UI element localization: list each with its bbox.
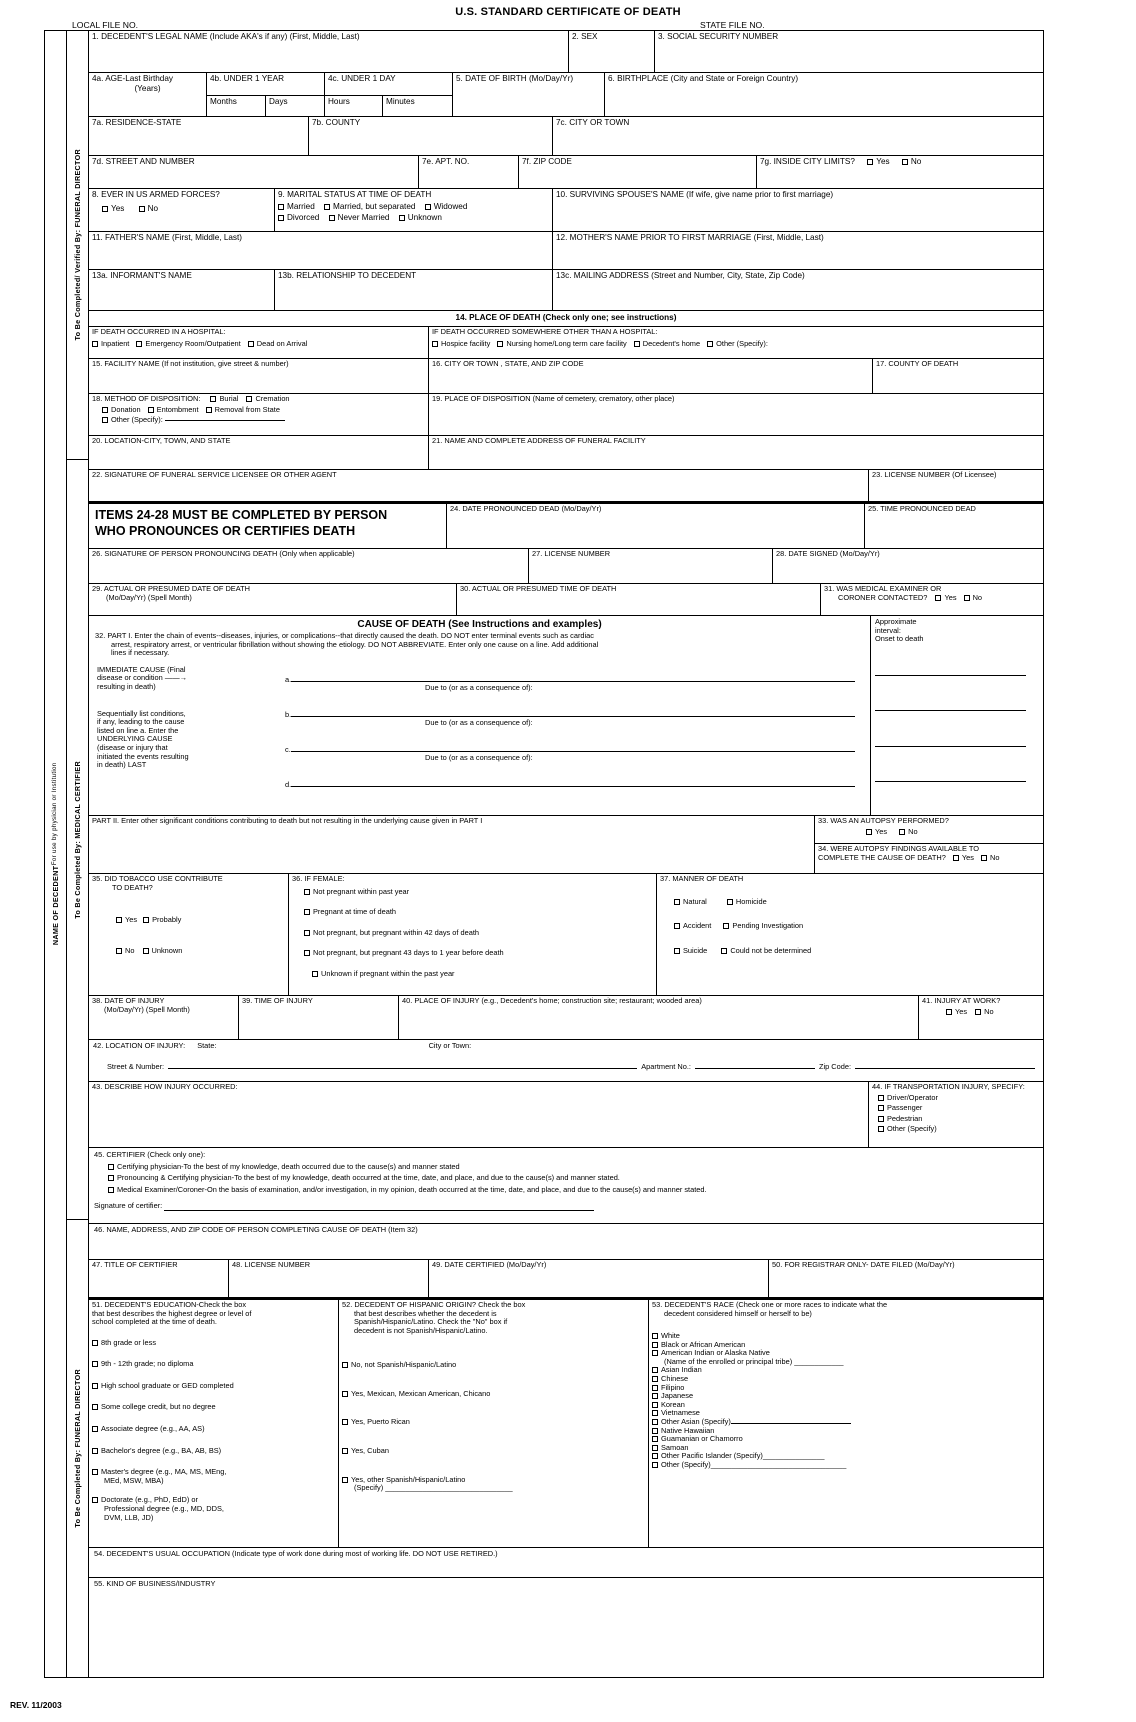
checkbox-race-chinese[interactable] <box>652 1376 658 1382</box>
checkbox-findings-yes[interactable] <box>953 855 959 861</box>
spine-name-of-decedent-label: NAME OF DECEDENT <box>51 866 60 946</box>
field-hispanic-origin[interactable]: 52. DECEDENT OF HISPANIC ORIGIN? Check the box that best describes whether the decedent is Spanish/Hispanic/Latino. Check the "No" box if decedent is not Spanish/Hispanic/Latino. No, not Spanish/Hispanic/Latino Yes, Mexican, Mexican American, Chicano Yes, Puerto Rican Yes, Cuban Yes, other Spanish/Hispanic/Latino (Specify) _______________________________ <box>339 1300 649 1547</box>
state-file-no-label: STATE FILE NO. <box>700 20 765 30</box>
checkbox-hispanic-other[interactable] <box>342 1477 348 1483</box>
row-name-sex-ssn <box>89 31 1043 73</box>
checkbox-manner-natural[interactable] <box>674 899 680 905</box>
input-signature-of-certifier[interactable] <box>164 1210 594 1211</box>
spine-name-of-decedent <box>45 31 67 1677</box>
checkbox-inside-city-no[interactable] <box>902 159 908 165</box>
spine-funeral-director-bottom-label: To Be Completed By: FUNERAL DIRECTOR <box>73 1369 82 1528</box>
field-funeral-license-number[interactable]: 23. LICENSE NUMBER (Of Licensee) <box>872 470 997 479</box>
checkbox-race-vietnamese[interactable] <box>652 1410 658 1416</box>
checkbox-burial[interactable] <box>210 396 216 402</box>
checkbox-edu-some-college[interactable] <box>92 1404 98 1410</box>
field-date-pronounced-dead[interactable]: 24. DATE PRONOUNCED DEAD (Mo/Day/Yr) <box>447 504 865 548</box>
field-sex[interactable]: 2. SEX <box>569 31 655 72</box>
field-place-of-disposition[interactable]: 19. PLACE OF DISPOSITION (Name of cemetery, crematory, other place) <box>432 394 675 403</box>
checkbox-tobacco-unknown[interactable] <box>143 948 149 954</box>
field-date-of-injury[interactable]: 38. DATE OF INJURY (Mo/Day/Yr) (Spell Month) <box>89 996 239 1039</box>
checkbox-hispanic-mexican[interactable] <box>342 1391 348 1397</box>
field-under1d-minutes[interactable]: Minutes <box>386 97 415 106</box>
field-under1y-months[interactable]: Months <box>207 96 266 116</box>
checkbox-place-other[interactable] <box>707 341 713 347</box>
checkbox-armed-forces-no[interactable] <box>139 206 145 212</box>
field-residence-county[interactable]: 7b. COUNTY <box>309 117 553 155</box>
row-place-of-death-options <box>89 327 1043 359</box>
field-decedent-education[interactable]: 51. DECEDENT'S EDUCATION-Check the box that best describes the highest degree or level of school completed at the time of death. 8th grade or less 9th - 12th grade; no diploma High school graduate or GED completed Some college credit, but no degree Associate degree (e.g., AA, AS) Bachelor's degree (e.g., BA, AB, BS) Master's degree (e.g., MA, MS, MEng, MEd, MSW, MBA) Doctorate (e.g., PhD, EdD) or Professional degree (e.g., MD, DDS, DVM, LLB, JD) <box>89 1300 339 1547</box>
field-date-signed[interactable]: 28. DATE SIGNED (Mo/Day/Yr) <box>776 549 880 558</box>
checkbox-edu-masters[interactable] <box>92 1469 98 1475</box>
checkbox-autopsy-yes[interactable] <box>866 829 872 835</box>
row-funeral-signature <box>89 470 1043 502</box>
field-tobacco-contribute[interactable]: 35. DID TOBACCO USE CONTRIBUTE TO DEATH? Yes Probably No Unknown <box>89 874 289 995</box>
field-time-of-injury[interactable]: 39. TIME OF INJURY <box>239 996 399 1039</box>
label-due-to-b: Due to (or as a consequence of): <box>425 718 533 728</box>
checkbox-driver-operator[interactable] <box>878 1095 884 1101</box>
field-informant-relationship[interactable]: 13b. RELATIONSHIP TO DECEDENT <box>275 270 553 310</box>
checkbox-certifying-physician[interactable] <box>108 1164 114 1170</box>
checkbox-edu-hs-grad-ged[interactable] <box>92 1383 98 1389</box>
label-injury-zip: Zip Code: <box>818 1061 851 1071</box>
checkbox-edu-doctorate[interactable] <box>92 1497 98 1503</box>
checkbox-race-black[interactable] <box>652 1342 658 1348</box>
checkbox-tobacco-yes[interactable] <box>116 917 122 923</box>
checkbox-married[interactable] <box>278 204 284 210</box>
field-transportation-injury[interactable]: 44. IF TRANSPORTATION INJURY, SPECIFY: Driver/Operator Passenger Pedestrian Other (Specify) <box>872 1082 1025 1134</box>
field-describe-injury[interactable]: 43. DESCRIBE HOW INJURY OCCURRED: <box>89 1082 869 1147</box>
row-place-of-death-title <box>89 311 1043 327</box>
checkbox-dead-on-arrival[interactable] <box>248 341 254 347</box>
input-injury-street[interactable] <box>168 1068 637 1069</box>
checkbox-pregnant-43-days-1-year[interactable] <box>304 950 310 956</box>
checkbox-me-contacted-yes[interactable] <box>935 595 941 601</box>
checkbox-race-japanese[interactable] <box>652 1393 658 1399</box>
field-residence-city[interactable]: 7c. CITY OR TOWN <box>556 118 630 127</box>
checkbox-medical-examiner-coroner[interactable] <box>108 1187 114 1193</box>
checkbox-manner-homicide[interactable] <box>727 899 733 905</box>
checkbox-married-separated[interactable] <box>324 204 330 210</box>
section-cause-of-death <box>89 616 871 815</box>
checkbox-edu-9-12-no-diploma[interactable] <box>92 1361 98 1367</box>
cod-line-a[interactable]: a. Due to (or as a consequence of): <box>285 676 855 693</box>
checkbox-removal-from-state[interactable] <box>206 407 212 413</box>
field-decedent-race[interactable]: 53. DECEDENT'S RACE (Check one or more races to indicate what the decedent considered himself or herself to be) White Black or African American American Indian or Alaska Native (Name of the enrolled or principal tribe) ____________ Asian Indian Chinese Filipino Japanese Korean Vietnamese Other Asian (Specify) Native Hawaiian Guamanian or Chamorro Samoan Other Pacific Islander (Specify)_______________ Other (Specify)_________________________________ <box>649 1300 1043 1547</box>
checkbox-divorced[interactable] <box>278 215 284 221</box>
field-death-city-state-zip[interactable]: 16. CITY OR TOWN , STATE, AND ZIP CODE <box>429 359 873 393</box>
input-interval-b[interactable] <box>875 710 1026 711</box>
field-location-of-injury[interactable]: 42. LOCATION OF INJURY: State: City or Town: Street & Number: Apartment No.: Zip Code: <box>89 1040 1043 1073</box>
checkbox-hispanic-no[interactable] <box>342 1362 348 1368</box>
field-ssn[interactable]: 3. SOCIAL SECURITY NUMBER <box>658 32 779 41</box>
checkbox-transport-other[interactable] <box>878 1126 884 1132</box>
row-kind-of-business <box>89 1578 1043 1612</box>
checkbox-autopsy-no[interactable] <box>899 829 905 835</box>
field-autopsy-findings-available[interactable]: 34. WERE AUTOPSY FINDINGS AVAILABLE TO COMPLETE THE CAUSE OF DEATH? Yes No <box>818 844 1000 862</box>
revision-label: REV. 11/2003 <box>10 1700 62 1710</box>
field-funeral-facility-address[interactable]: 21. NAME AND COMPLETE ADDRESS OF FUNERAL FACILITY <box>432 436 646 445</box>
row-actual-death-datetime <box>89 584 1043 616</box>
input-interval-d[interactable] <box>875 781 1026 782</box>
label-injury-apt: Apartment No.: <box>641 1061 691 1071</box>
field-person-completing-cod[interactable]: 46. NAME, ADDRESS, AND ZIP CODE OF PERSON COMPLETING CAUSE OF DEATH (Item 32) <box>94 1225 418 1234</box>
checkbox-race-guamanian[interactable] <box>652 1436 658 1442</box>
checkbox-cremation[interactable] <box>246 396 252 402</box>
field-actual-date-of-death[interactable]: 29. ACTUAL OR PRESUMED DATE OF DEATH (Mo/Day/Yr) (Spell Month) <box>89 584 457 615</box>
field-date-of-birth[interactable]: 5. DATE OF BIRTH (Mo/Day/Yr) <box>453 73 605 116</box>
checkbox-edu-8th-or-less[interactable] <box>92 1340 98 1346</box>
label-due-to-a: Due to (or as a consequence of): <box>425 683 533 693</box>
row-parents-names <box>89 232 1043 270</box>
page-title: U.S. STANDARD CERTIFICATE OF DEATH <box>455 6 681 18</box>
row-person-completing-cod <box>89 1224 1043 1260</box>
row-injury-date-place <box>89 996 1043 1040</box>
cod-line-c[interactable]: c. Due to (or as a consequence of): <box>285 746 855 763</box>
form-body <box>89 31 1043 1677</box>
checkbox-race-native-hawaiian[interactable] <box>652 1428 658 1434</box>
input-injury-zip[interactable] <box>855 1068 1035 1069</box>
checkbox-hispanic-puerto-rican[interactable] <box>342 1419 348 1425</box>
checkbox-entombment[interactable] <box>148 407 154 413</box>
field-registrar-date-filed[interactable]: 50. FOR REGISTRAR ONLY- DATE FILED (Mo/Day/Yr) <box>772 1260 955 1269</box>
row-facility <box>89 359 1043 394</box>
row-location-funeral-facility <box>89 436 1043 470</box>
label-injury-street: Street & Number: <box>107 1061 165 1071</box>
checkbox-hospice[interactable] <box>432 341 438 347</box>
row-injury-description <box>89 1082 1043 1148</box>
input-interval-c[interactable] <box>875 746 1026 747</box>
input-cod-d[interactable] <box>291 786 855 787</box>
field-autopsy-group <box>815 816 1043 873</box>
local-file-no-label: LOCAL FILE NO. <box>72 20 139 30</box>
field-under-1-year[interactable]: 4b. UNDER 1 YEAR Months Days <box>207 73 325 116</box>
field-birthplace[interactable]: 6. BIRTHPLACE (City and State or Foreign Country) <box>608 74 799 83</box>
field-zip-code[interactable]: 7f. ZIP CODE <box>519 156 757 188</box>
field-manner-of-death[interactable]: 37. MANNER OF DEATH Natural Homicide Accident Pending Investigation Suicide Could not be determined <box>660 874 812 955</box>
field-pronouncing-signature[interactable]: 26. SIGNATURE OF PERSON PRONOUNCING DEATH (Only when applicable) <box>89 549 529 583</box>
row-education-origin-race <box>89 1298 1043 1548</box>
row-items-24-28-banner <box>89 502 1043 549</box>
checkbox-pedestrian[interactable] <box>878 1116 884 1122</box>
field-apt-no[interactable]: 7e. APT. NO. <box>419 156 519 188</box>
field-inside-city-limits[interactable]: 7g. INSIDE CITY LIMITS? Yes No <box>760 157 922 166</box>
checkbox-race-other-asian[interactable] <box>652 1419 658 1425</box>
field-marital-status[interactable]: 9. MARITAL STATUS AT TIME OF DEATH Married Married, but separated Widowed Divorced Never Married Unknown <box>275 189 553 231</box>
field-under-1-day[interactable]: 4c. UNDER 1 DAY Hours Minutes <box>325 73 453 116</box>
input-injury-apt[interactable] <box>695 1068 815 1069</box>
field-decedent-legal-name[interactable]: 1. DECEDENT'S LEGAL NAME (Include AKA's if any) (First, Middle, Last) <box>89 31 569 72</box>
label-injury-city: City or Town: <box>428 1041 472 1050</box>
row-armed-forces-marital-spouse <box>89 189 1043 232</box>
checkbox-race-filipino[interactable] <box>652 1385 658 1391</box>
field-part2-other-conditions[interactable]: PART II. Enter other significant conditions contributing to death but not resulting in the underlying cause given in PART I <box>89 816 815 873</box>
field-time-pronounced-dead[interactable]: 25. TIME PRONOUNCED DEAD <box>868 504 976 513</box>
field-method-of-disposition[interactable]: 18. METHOD OF DISPOSITION: Burial Cremation Donation Entombment Removal from State Other (Specify): <box>89 394 429 435</box>
label-injury-state: State: <box>197 1041 217 1050</box>
field-kind-of-business[interactable]: 55. KIND OF BUSINESS/INDUSTRY <box>94 1579 216 1588</box>
checkbox-armed-forces-yes[interactable] <box>102 206 108 212</box>
checkbox-findings-no[interactable] <box>981 855 987 861</box>
checkbox-manner-undetermined[interactable] <box>721 948 727 954</box>
field-age-last-birthday[interactable]: 4a. AGE-Last Birthday (Years) <box>89 73 207 116</box>
field-if-female-pregnancy[interactable]: 36. IF FEMALE: Not pregnant within past year Pregnant at time of death Not pregnant, but pregnant within 42 days of death Not pregnant, but pregnant 43 days to 1 year before death Unknown if pregnant within the past year <box>289 874 657 995</box>
field-informant-name[interactable]: 13a. INFORMANT'S NAME <box>89 270 275 310</box>
checkbox-emergency-room[interactable] <box>136 341 142 347</box>
field-funeral-licensee-signature[interactable]: 22. SIGNATURE OF FUNERAL SERVICE LICENSEE OR OTHER AGENT <box>89 470 869 501</box>
input-disposition-other[interactable] <box>165 420 285 421</box>
label-sequential-conditions: Sequentially list conditions, if any, leading to the cause listed on line a. Enter the UNDERLYING CAUSE (disease or injury that initiated the events resulting in death) LAST <box>97 708 189 770</box>
checkbox-not-pregnant-past-year[interactable] <box>304 889 310 895</box>
spine-medical-certifier <box>67 459 89 1219</box>
field-ever-in-armed-forces[interactable]: 8. EVER IN US ARMED FORCES? Yes No <box>89 189 275 231</box>
field-age-years-note: (Years) <box>134 83 161 93</box>
field-autopsy-performed[interactable]: 33. WAS AN AUTOPSY PERFORMED? Yes No <box>815 816 1043 844</box>
field-under1y-days[interactable]: Days <box>269 97 288 106</box>
field-certifier-license-number[interactable]: 48. LICENSE NUMBER <box>229 1260 429 1297</box>
field-place-of-death-title: 14. PLACE OF DEATH (Check only one; see instructions) <box>455 313 677 322</box>
field-date-certified[interactable]: 49. DATE CERTIFIED (Mo/Day/Yr) <box>429 1260 769 1297</box>
checkbox-donation[interactable] <box>102 407 108 413</box>
row-residence <box>89 117 1043 156</box>
input-tribe-name[interactable]: (Name of the enrolled or principal tribe) ____________ <box>664 1356 844 1366</box>
spine-name-of-decedent-sub: For use by physician or Institution <box>51 762 58 866</box>
row-age-dob-birthplace <box>89 73 1043 117</box>
field-facility-name[interactable]: 15. FACILITY NAME (If not institution, give street & number) <box>89 359 429 393</box>
input-hispanic-other-specify[interactable]: (Specify) _______________________________ <box>354 1483 513 1493</box>
checkbox-inpatient[interactable] <box>92 341 98 347</box>
cause-of-death-title: CAUSE OF DEATH (See Instructions and examples) <box>357 619 602 630</box>
row-disposition <box>89 394 1043 436</box>
row-cause-of-death <box>89 616 1043 816</box>
spine-medical-certifier-label: To Be Completed By: MEDICAL CERTIFIER <box>73 760 82 919</box>
spine-funeral-director-top-label: To Be Completed/ Verified By: FUNERAL DIRECTOR <box>73 149 82 341</box>
checkbox-decedents-home[interactable] <box>634 341 640 347</box>
field-informant-mailing-address[interactable]: 13c. MAILING ADDRESS (Street and Number, City, State, Zip Code) <box>556 271 805 280</box>
checkbox-manner-accident[interactable] <box>674 923 680 929</box>
row-informant <box>89 270 1043 311</box>
field-fathers-name[interactable]: 11. FATHER'S NAME (First, Middle, Last) <box>89 232 553 269</box>
label-immediate-cause: IMMEDIATE CAUSE (Final disease or condition ——→ resulting in death) <box>97 664 187 691</box>
checkbox-passenger[interactable] <box>878 1105 884 1111</box>
field-surviving-spouse-name[interactable]: 10. SURVIVING SPOUSE'S NAME (If wife, give name prior to first marriage) <box>556 190 834 199</box>
checkbox-edu-associate[interactable] <box>92 1426 98 1432</box>
checkbox-pregnant-at-death[interactable] <box>304 909 310 915</box>
checkbox-hispanic-cuban[interactable] <box>342 1448 348 1454</box>
row-street-apt-zip <box>89 156 1043 189</box>
input-other-asian-specify[interactable] <box>731 1423 851 1424</box>
field-injury-at-work[interactable]: 41. INJURY AT WORK? Yes No <box>922 996 1001 1016</box>
checkbox-race-korean[interactable] <box>652 1402 658 1408</box>
spine-funeral-director-top <box>67 31 89 459</box>
checkbox-tobacco-probably[interactable] <box>143 917 149 923</box>
checkbox-injury-work-no[interactable] <box>975 1009 981 1015</box>
field-under1d-hours[interactable]: Hours <box>325 96 383 116</box>
field-hospital-place[interactable]: IF DEATH OCCURRED IN A HOSPITAL: Inpatient Emergency Room/Outpatient Dead on Arrival <box>89 327 429 358</box>
row-pronouncing-signature <box>89 549 1043 584</box>
checkbox-disposition-other[interactable] <box>102 417 108 423</box>
checkbox-pronouncing-certifying-physician[interactable] <box>108 1175 114 1181</box>
field-place-of-injury[interactable]: 40. PLACE OF INJURY (e.g., Decedent's home; construction site; restaurant; wooded area) <box>399 996 919 1039</box>
field-street-and-number[interactable]: 7d. STREET AND NUMBER <box>89 156 419 188</box>
field-usual-occupation[interactable]: 54. DECEDENT'S USUAL OCCUPATION (Indicate type of work done during most of working life. DO NOT USE RETIRED.) <box>94 1549 498 1558</box>
cause-of-death-instructions: 32. PART I. Enter the chain of events--diseases, injuries, or complications--that directly caused the death. DO NOT enter terminal events such as cardiac arrest, respiratory arrest, or ventricular fibrillation without showing the etiology. DO NOT ABBREVIATE. Enter only one cause on a line. Add additional lines if necessary. <box>95 631 599 658</box>
field-residence-state[interactable]: 7a. RESIDENCE-STATE <box>89 117 309 155</box>
checkbox-race-asian-indian[interactable] <box>652 1367 658 1373</box>
checkbox-tobacco-no[interactable] <box>116 948 122 954</box>
checkbox-race-other-pacific[interactable] <box>652 1453 658 1459</box>
field-medical-examiner-contacted[interactable]: 31. WAS MEDICAL EXAMINER OR CORONER CONTACTED? Yes No <box>824 584 983 602</box>
checkbox-pregnant-within-42-days[interactable] <box>304 930 310 936</box>
checkbox-widowed[interactable] <box>425 204 431 210</box>
row-usual-occupation <box>89 1548 1043 1578</box>
row-certifier-details <box>89 1260 1043 1298</box>
checkbox-race-white[interactable] <box>652 1333 658 1339</box>
checkbox-edu-bachelors[interactable] <box>92 1448 98 1454</box>
field-pronouncing-license-number[interactable]: 27. LICENSE NUMBER <box>529 549 773 583</box>
spine-funeral-director-bottom <box>67 1219 89 1677</box>
checkbox-inside-city-yes[interactable] <box>867 159 873 165</box>
field-actual-time-of-death[interactable]: 30. ACTUAL OR PRESUMED TIME OF DEATH <box>457 584 821 615</box>
checkbox-pregnancy-unknown[interactable] <box>312 971 318 977</box>
checkbox-manner-suicide[interactable] <box>674 948 680 954</box>
row-tobacco-female-manner <box>89 874 1043 996</box>
checkbox-race-samoan[interactable] <box>652 1445 658 1451</box>
field-county-of-death[interactable]: 17. COUNTY OF DEATH <box>876 359 959 368</box>
checkbox-race-american-indian[interactable] <box>652 1350 658 1356</box>
field-certifier[interactable]: 45. CERTIFIER (Check only one): Certifying physician-To the best of my knowledge, death occurred due to the cause(s) and manner stated Pronouncing & Certifying physician-To the best of my knowledge, death occurred at the time, date, and place, and due to the cause(s) and manner stated. Medical Examiner/Coroner-On the basis of examination, and/or investigation, in my opinion, death occurred at the time, date, and place, and due to the cause(s) and manner stated. Signature of certifier: <box>94 1150 707 1211</box>
field-approximate-interval[interactable]: Approximate interval: Onset to death <box>871 616 1043 815</box>
cod-line-b[interactable]: b. Due to (or as a consequence of): <box>285 711 855 728</box>
checkbox-injury-work-yes[interactable] <box>946 1009 952 1015</box>
row-part2-autopsy <box>89 816 1043 874</box>
row-location-of-injury <box>89 1040 1043 1082</box>
form-frame <box>44 30 1044 1678</box>
checkbox-never-married[interactable] <box>329 215 335 221</box>
checkbox-race-other[interactable] <box>652 1462 658 1468</box>
field-mothers-name[interactable]: 12. MOTHER'S NAME PRIOR TO FIRST MARRIAGE (First, Middle, Last) <box>556 233 824 242</box>
banner-items-24-28: ITEMS 24-28 MUST BE COMPLETED BY PERSON WHO PRONOUNCES OR CERTIFIES DEATH <box>89 504 447 548</box>
checkbox-marital-unknown[interactable] <box>399 215 405 221</box>
input-cod-c[interactable] <box>291 751 855 752</box>
checkbox-manner-pending[interactable] <box>723 923 729 929</box>
checkbox-nursing-home[interactable] <box>497 341 503 347</box>
field-title-of-certifier[interactable]: 47. TITLE OF CERTIFIER <box>89 1260 229 1297</box>
input-cod-a[interactable] <box>291 681 855 682</box>
label-signature-of-certifier: Signature of certifier: <box>94 1201 163 1211</box>
field-location-city-town-state[interactable]: 20. LOCATION-CITY, TOWN, AND STATE <box>89 436 429 469</box>
input-interval-a[interactable] <box>875 675 1026 676</box>
input-cod-b[interactable] <box>291 716 855 717</box>
checkbox-me-contacted-no[interactable] <box>964 595 970 601</box>
label-due-to-c: Due to (or as a consequence of): <box>425 753 533 763</box>
row-certifier <box>89 1148 1043 1224</box>
cod-line-d[interactable]: d. <box>285 781 855 790</box>
field-nonhospital-place[interactable]: IF DEATH OCCURRED SOMEWHERE OTHER THAN A HOSPITAL: Hospice facility Nursing home/Long term care facility Decedent's home Other (Specify): <box>432 327 768 348</box>
